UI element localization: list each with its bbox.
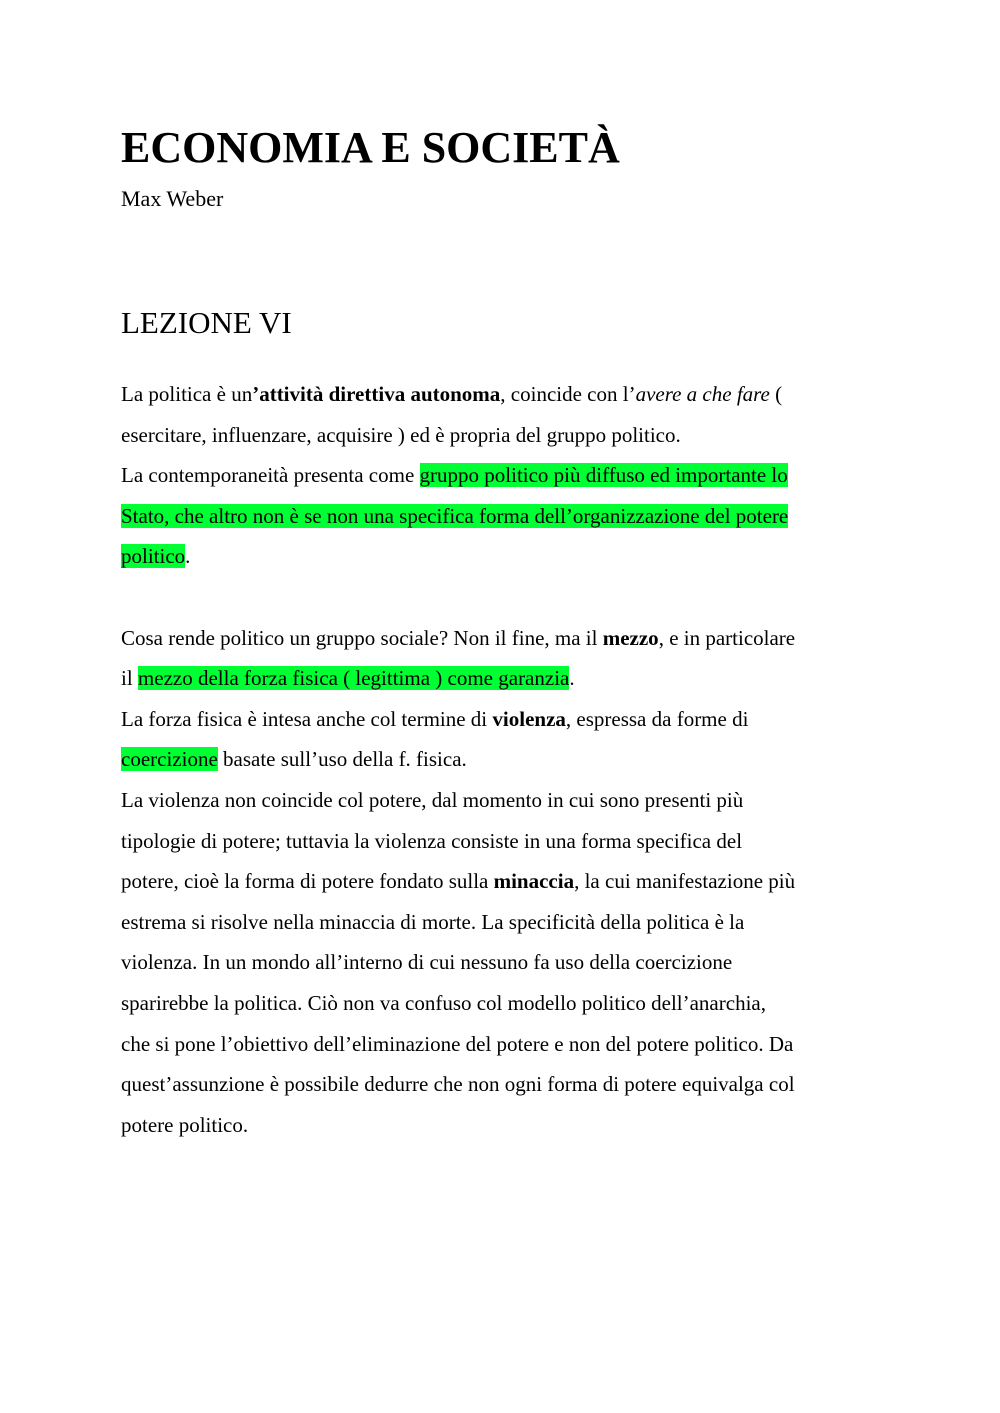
document-title: ECONOMIA E SOCIETÀ: [121, 123, 620, 172]
text-line: [121, 415, 891, 456]
text-line: [121, 658, 891, 699]
text-run: il: [121, 666, 138, 691]
text-line: [121, 983, 891, 1024]
bold-term: violenza: [492, 706, 566, 731]
text-run: potere, cioè la forma di potere fondato sulla: [121, 869, 494, 894]
text-run: estrema si risolve nella minaccia di morte. La specificità della politica è la: [121, 909, 745, 934]
text-run: .: [185, 544, 191, 569]
document-author: Max Weber: [121, 186, 224, 211]
text-run: che si pone l’obiettivo dell’eliminazione del potere e non del potere politico. Da: [121, 1031, 794, 1056]
text-run: violenza. In un mondo all’interno di cui nessuno fa uso della coercizione: [121, 950, 733, 975]
text-run: Cosa rende politico un gruppo sociale? Non il fine, ma il: [121, 625, 603, 650]
text-run: quest’assunzione è possibile dedurre che non ogni forma di potere equivalga col: [121, 1072, 795, 1097]
text-run: (: [769, 382, 783, 406]
text-run: esercitare, influenzare, acquisire ) ed è propria del gruppo politico.: [121, 422, 681, 447]
highlighted-text: gruppo politico più diffuso ed importante lo: [419, 463, 788, 488]
text-line: [121, 1064, 891, 1105]
text-line: [121, 821, 891, 862]
text-run: La violenza non coincide col potere, dal momento in cui sono presenti più: [121, 787, 744, 812]
text-run: La contemporaneità presenta come: [121, 463, 420, 488]
text-line: [121, 699, 891, 740]
text-line: [121, 902, 891, 943]
lesson-heading: LEZIONE VI: [121, 305, 292, 340]
text-line: [121, 536, 891, 577]
paragraph-gap: [121, 577, 891, 618]
highlighted-text: coercizione: [121, 747, 218, 772]
text-run: basate sull’uso della f. fisica.: [217, 747, 467, 772]
text-run: potere politico.: [121, 1112, 249, 1137]
text-run: sparirebbe la politica. Ciò non va confuso col modello politico dell’anarchia,: [121, 990, 766, 1015]
text-line: [121, 1105, 891, 1146]
text-line: [121, 1024, 891, 1065]
body-text: [121, 374, 891, 1145]
text-line: [121, 942, 891, 983]
text-run: La forza fisica è intesa anche col termine di: [121, 706, 493, 731]
highlighted-text: mezzo della forza fisica ( legittima ) come garanzia: [137, 666, 570, 691]
bold-term: ’attività direttiva autonoma: [252, 382, 501, 406]
text-run: , e in particolare: [658, 625, 796, 650]
text-line: [121, 739, 891, 780]
text-line: [121, 455, 891, 496]
highlighted-text: Stato, che altro non è se non una specifica forma dell’organizzazione del potere: [121, 503, 789, 528]
text-line: [121, 374, 891, 415]
text-line: [121, 780, 891, 821]
text-line: [121, 496, 891, 537]
bold-term: minaccia: [493, 869, 575, 894]
text-run: .: [569, 666, 575, 691]
text-line: [121, 618, 891, 659]
text-run: , coincide con l’: [500, 382, 636, 406]
text-run: , espressa da forme di: [565, 706, 749, 731]
italic-term: avere a che fare: [635, 382, 770, 406]
bold-term: mezzo: [602, 625, 659, 650]
text-run: tipologie di potere; tuttavia la violenza consiste in una forma specifica del: [121, 828, 743, 853]
highlighted-text: politico: [121, 544, 186, 569]
text-line: [121, 861, 891, 902]
text-run: La politica è un: [121, 382, 253, 406]
text-run: , la cui manifestazione più: [574, 869, 796, 894]
